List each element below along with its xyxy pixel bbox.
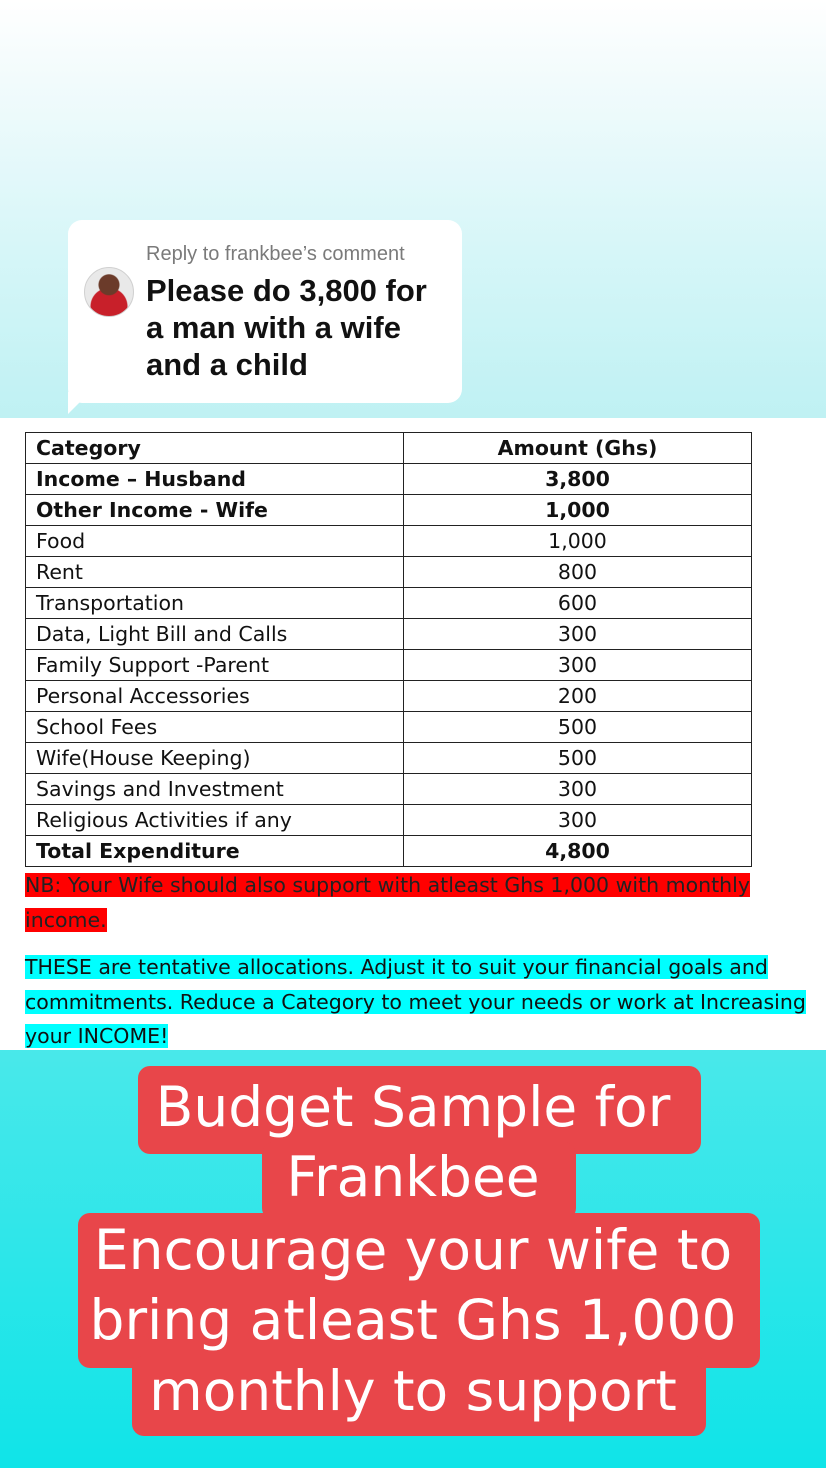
table-row <box>26 557 752 588</box>
cell-amount: 800 <box>404 557 752 588</box>
table-row <box>26 774 752 805</box>
table-row <box>26 619 752 650</box>
comment-text: Please do 3,800 for a man with a wife and a child <box>146 273 427 382</box>
caption-line-4: bring atleast Ghs 1,000 <box>89 1288 737 1352</box>
table-row <box>26 495 752 526</box>
table-row <box>26 805 752 836</box>
table-row <box>26 743 752 774</box>
cell-category: Wife(House Keeping) <box>26 743 404 774</box>
column-header-category: Category <box>26 433 404 464</box>
caption-line-5: monthly to support <box>149 1359 677 1423</box>
table-row <box>26 588 752 619</box>
table-row <box>26 681 752 712</box>
table-row <box>26 650 752 681</box>
reply-label: Reply to frankbee’s comment <box>146 243 405 265</box>
cell-amount: 500 <box>404 743 752 774</box>
cell-amount: 500 <box>404 712 752 743</box>
caption-line-1: Budget Sample for <box>155 1075 671 1139</box>
table-row <box>26 836 752 867</box>
cell-category: Food <box>26 526 404 557</box>
cell-category: Transportation <box>26 588 404 619</box>
cell-category: Data, Light Bill and Calls <box>26 619 404 650</box>
table-row <box>26 464 752 495</box>
table-header-row <box>26 433 752 464</box>
caption-line-2: Frankbee <box>286 1145 540 1209</box>
cell-category: Religious Activities if any <box>26 805 404 836</box>
budget-table-body <box>26 464 752 867</box>
cell-amount: 1,000 <box>404 526 752 557</box>
cell-amount: 300 <box>404 805 752 836</box>
tentative-note-text: THESE are tentative allocations. Adjust it to suit your financial goals and commitments. Reduce a Category to meet your needs or work at Increasing your INCOME! <box>25 955 806 1048</box>
cell-category: Total Expenditure <box>26 836 404 867</box>
cell-category: Savings and Investment <box>26 774 404 805</box>
budget-table <box>25 432 752 867</box>
nb-note <box>25 868 770 938</box>
cell-category: Family Support -Parent <box>26 650 404 681</box>
cell-category: School Fees <box>26 712 404 743</box>
table-row <box>26 712 752 743</box>
budget-document <box>0 418 826 1050</box>
commenter-avatar <box>84 267 134 317</box>
tentative-note <box>25 950 823 1054</box>
bubble-tail <box>68 392 90 414</box>
nb-note-text: NB: Your Wife should also support with atleast Ghs 1,000 with monthly income. <box>25 873 750 932</box>
cell-category: Personal Accessories <box>26 681 404 712</box>
cell-amount: 300 <box>404 619 752 650</box>
cell-category: Rent <box>26 557 404 588</box>
cell-amount: 200 <box>404 681 752 712</box>
cell-category: Other Income - Wife <box>26 495 404 526</box>
cell-amount: 4,800 <box>404 836 752 867</box>
cell-category: Income – Husband <box>26 464 404 495</box>
cell-amount: 600 <box>404 588 752 619</box>
caption-area <box>0 1050 826 1468</box>
cell-amount: 300 <box>404 650 752 681</box>
column-header-amount: Amount (Ghs) <box>404 433 752 464</box>
caption-line-3: Encourage your wife to <box>93 1218 733 1282</box>
cell-amount: 3,800 <box>404 464 752 495</box>
cell-amount: 300 <box>404 774 752 805</box>
cell-amount: 1,000 <box>404 495 752 526</box>
table-row <box>26 526 752 557</box>
